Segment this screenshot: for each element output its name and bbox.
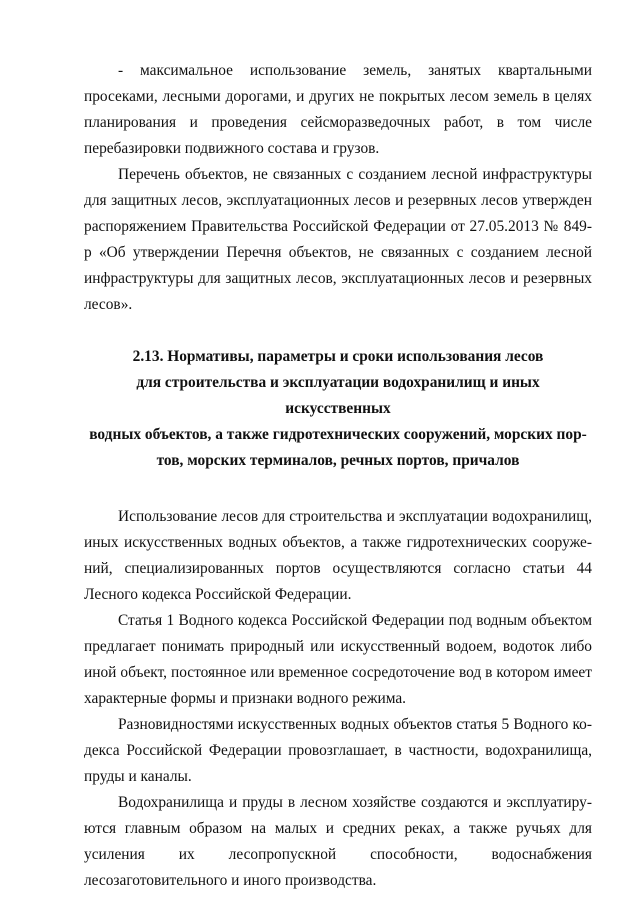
paragraph-water-code-article-5: Разновидностями искусственных водных объектов статья 5 Водного кодекса Российской Федерации провозглашает, в частности, водохранилища, пруды и каналы. [84,716,592,785]
section-heading-line: для строительства и эксплуатации водохранилищ и иных искусственных [136,374,540,417]
paragraph-forest-use: Использование лесов для строительства и эксплуатации водохранилищ, иных искусственных водных объектов, а также гидротехнических сооружений, специализированных портов осуществляются согласно статьи 44 Лесного кодекса Российской Федерации. [84,508,592,603]
paragraph-reservoirs-ponds: Водохранилища и пруды в лесном хозяйстве создаются и эксплуатируются главным образом на малых и средних реках, а также ручьях для усиления их лесопропускной способности, водоснабжения лесозаготовительного и иного производства. [84,794,592,889]
section-heading-line: водных объектов, а также гидротехнических сооружений, морских пор- [89,426,587,443]
paragraph-seismic-works: - максимальное использование земель, занятых квартальными просеками, лесными дорогами, и других не покрытых лесом земель в целях планирования и проведения сейсморазведочных работ, в том числе перебазировки подвижного состава и грузов. [84,62,592,157]
section-heading-line: тов, морских терминалов, речных портов, причалов [156,452,520,469]
paragraph-water-code-article-1: Статья 1 Водного кодекса Российской Федерации под водным объектом предлагает понимать природный или искусственный водоем, водоток либо иной объект, постоянное или временное сосредоточение вод в котором имеет характерные формы и признаки водного режима. [84,612,592,707]
section-heading [84,344,592,474]
paragraph-objects-list: Перечень объектов, не связанных с созданием лесной инфраструктуры для защитных лесов, эксплуатационных лесов и резервных лесов утвержден распоряжением Правительства Российской Федерации от 27.05.2013 № 849-р «Об утверждении Перечня объектов, не связанных с созданием лесной инфраструктуры для защитных лесов, эксплуатационных лесов и резервных лесов». [84,166,592,313]
section-heading-text [84,344,592,474]
section-heading-line: 2.13. Нормативы, параметры и сроки использования лесов [132,348,544,365]
